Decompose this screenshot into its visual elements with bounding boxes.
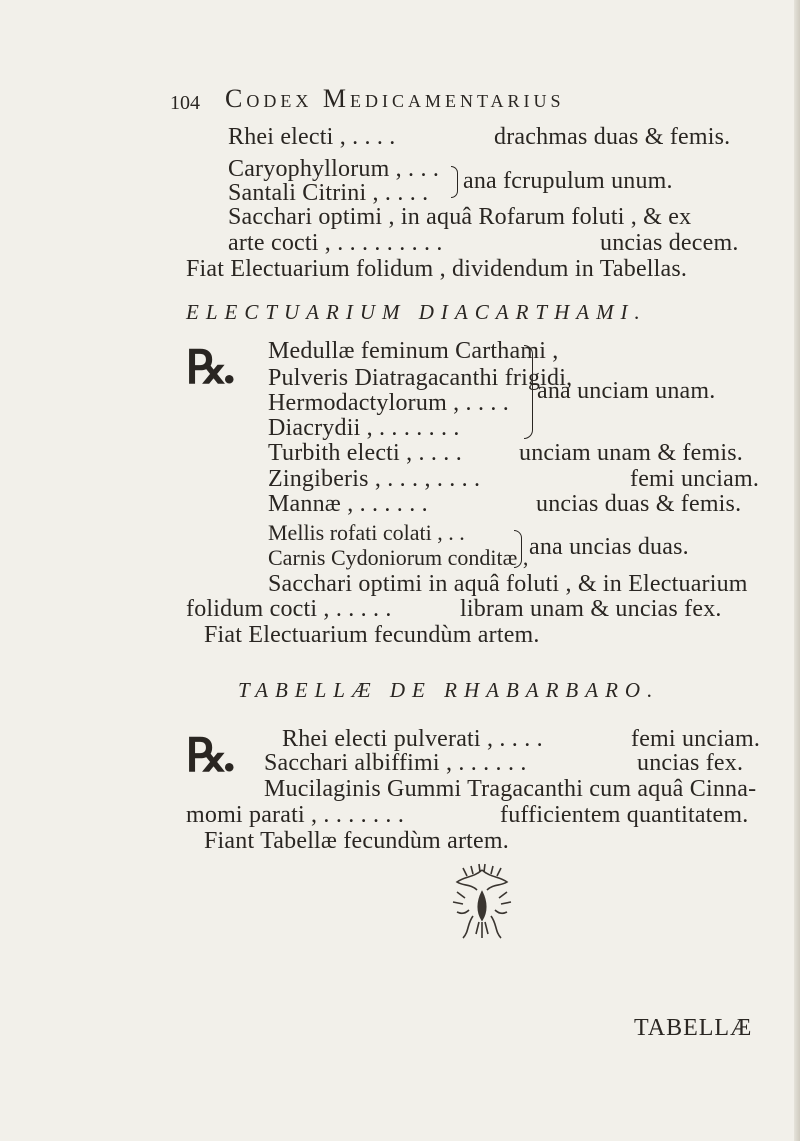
recipe1-line5-left: arte cocti , . . . . . . . . . <box>228 230 443 256</box>
section2-line2-left: Sacchari albiffimi , . . . . . . <box>264 750 527 776</box>
section2-line4-left: momi parati , . . . . . . . <box>186 802 405 828</box>
recipe1-line5-right: uncias decem. <box>600 230 739 256</box>
section2-line1-left: Rhei electi pulverati , . . . . <box>282 726 543 752</box>
section1-line11-right: libram unam & uncias fex. <box>460 596 722 622</box>
section2-line1-right: femi unciam. <box>631 726 761 752</box>
section1-line4: Diacrydii , . . . . . . . <box>268 415 460 441</box>
section1-line3: Hermodactylorum , . . . . <box>268 390 509 416</box>
recipe1-line6: Fiat Electuarium folidum , dividendum in Tabellas. <box>186 256 688 282</box>
section1-line2: Pulveris Diatragacanthi frigidi, <box>268 365 573 391</box>
running-title: Codex Medicamentarius <box>225 84 565 113</box>
section2-line3: Mucilaginis Gummi Tragacanthi cum aquâ Cinna- <box>264 776 757 802</box>
ornament-icon <box>443 862 521 944</box>
section1-line6-left: Zingiberis , . . . , . . . . <box>268 466 481 492</box>
section1-line5-right: unciam unam & femis. <box>519 440 743 466</box>
section1-brace-2 <box>514 530 522 568</box>
recipe1-line4: Sacchari optimi , in aquâ Rofarum foluti , & ex <box>228 204 692 230</box>
section1-line10: Sacchari optimi in aquâ foluti , & in Electuarium <box>268 571 748 597</box>
catchword: TABELLÆ <box>634 1015 753 1041</box>
section1-line1: Medullæ feminum Carthami , <box>268 338 559 364</box>
section2-line2-right: uncias fex. <box>637 750 744 776</box>
page-edge <box>794 0 800 1141</box>
recipe1-line1-left: Rhei electi , . . . . <box>228 124 396 150</box>
section1-line5-left: Turbith electi , . . . . <box>268 440 462 466</box>
recipe1-brace <box>451 166 458 198</box>
section1-brace-text: ana unciam unam. <box>537 378 716 404</box>
section2-line4-right: fufficientem quantitatem. <box>500 802 749 828</box>
rx-symbol-1: ℞. <box>186 340 232 394</box>
recipe1-line1-right: drachmas duas & femis. <box>494 124 731 150</box>
section2-title: TABELLÆ DE RHABARBARO. <box>238 678 660 702</box>
section2-line5: Fiant Tabellæ fecundùm artem. <box>204 828 509 854</box>
rx-symbol-2: ℞. <box>186 728 232 782</box>
section1-line7-right: uncias duas & femis. <box>536 491 742 517</box>
section1-line11-left: folidum cocti , . . . . . <box>186 596 392 622</box>
recipe1-line2-left: Caryophyllorum , . . . <box>228 156 440 182</box>
section1-line12: Fiat Electuarium fecundùm artem. <box>204 622 540 648</box>
recipe1-brace-text: ana fcrupulum unum. <box>463 168 673 194</box>
section1-brace2-text: ana uncias duas. <box>529 534 689 560</box>
recipe1-line3-left: Santali Citrini , . . . . <box>228 180 429 206</box>
page-number: 104 <box>170 92 200 114</box>
section1-title: ELECTUARIUM DIACARTHAMI. <box>186 300 647 324</box>
section1-line9: Carnis Cydoniorum conditæ , <box>268 545 529 570</box>
section1-line8: Mellis rofati colati , . . <box>268 520 465 545</box>
section1-line7-left: Mannæ , . . . . . . <box>268 491 428 517</box>
section1-brace <box>524 345 533 439</box>
section1-line6-right: femi unciam. <box>630 466 760 492</box>
